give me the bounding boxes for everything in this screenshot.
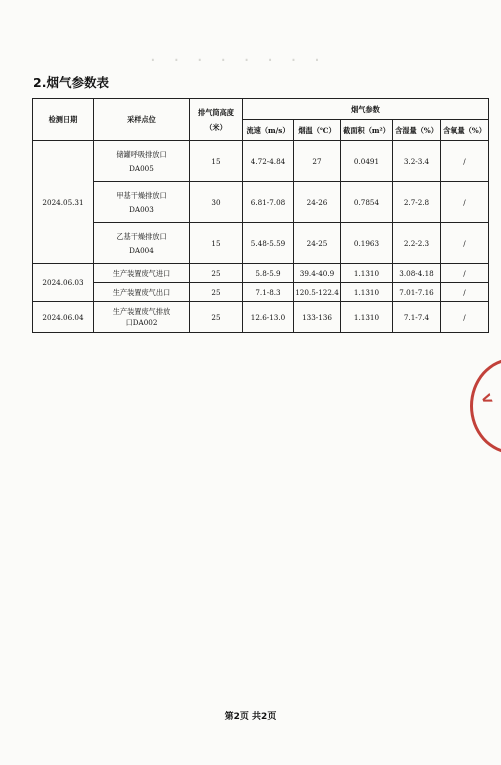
header-stack-height [190, 99, 243, 141]
height-cell: 25 [190, 302, 243, 333]
sampling-point-name: 储罐呼吸排放口 [116, 149, 167, 159]
sampling-point-name: 乙基干燥排放口 [116, 231, 167, 241]
temp-cell: 120.5-122.4 [294, 283, 341, 302]
header-temp: 烟温（℃） [294, 120, 341, 141]
oxygen-cell: / [441, 141, 489, 182]
header-stack-height-unit: （米） [205, 122, 227, 132]
moisture-cell: 7.1-7.4 [393, 302, 441, 333]
flow-cell: 12.6-13.0 [243, 302, 294, 333]
sampling-point-cell: 生产装置废气出口 [94, 283, 190, 302]
table-row [33, 223, 489, 264]
area-cell: 1.1310 [341, 302, 393, 333]
sampling-point-name: 生产装置废气排放 [112, 307, 171, 316]
sampling-point-code: DA004 [129, 245, 154, 255]
sampling-point-code: 口DA002 [125, 318, 158, 327]
table-row [33, 302, 489, 333]
flue-gas-parameters-table [32, 98, 489, 333]
area-cell: 1.1310 [341, 283, 393, 302]
area-cell: 0.1963 [341, 223, 393, 264]
moisture-cell: 3.2-3.4 [393, 141, 441, 182]
table-row [33, 283, 489, 302]
header-date: 检测日期 [33, 99, 94, 141]
oxygen-cell: / [441, 302, 489, 333]
height-cell: 30 [190, 182, 243, 223]
sampling-point-cell [94, 302, 190, 333]
height-cell: 15 [190, 223, 243, 264]
flow-cell: 7.1-8.3 [243, 283, 294, 302]
date-cell: 2024.06.04 [33, 302, 94, 333]
height-cell: 25 [190, 264, 243, 283]
table-row [33, 264, 489, 283]
moisture-cell: 2.2-2.3 [393, 223, 441, 264]
oxygen-cell: / [441, 264, 489, 283]
page-footer: 第2页 共2页 [224, 712, 277, 722]
sampling-point-cell [94, 141, 190, 182]
background-watermark: · · · · · · · · [150, 50, 326, 71]
temp-cell: 39.4-40.9 [294, 264, 341, 283]
area-cell: 0.0491 [341, 141, 393, 182]
oxygen-cell: / [441, 182, 489, 223]
header-flue-gas-params: 烟气参数 [243, 99, 489, 120]
moisture-cell: 7.01-7.16 [393, 283, 441, 302]
header-flow: 流速（m/s） [243, 120, 294, 141]
area-cell: 0.7854 [341, 182, 393, 223]
sampling-point-cell [94, 182, 190, 223]
height-cell: 25 [190, 283, 243, 302]
header-sampling-point: 采样点位 [94, 99, 190, 141]
moisture-cell: 3.08-4.18 [393, 264, 441, 283]
temp-cell: 133-136 [294, 302, 341, 333]
table-row [33, 141, 489, 182]
section-title: 2.烟气参数表 [33, 75, 109, 90]
area-cell: 1.1310 [341, 264, 393, 283]
table-row [33, 182, 489, 223]
oxygen-cell: / [441, 223, 489, 264]
sampling-point-cell [94, 223, 190, 264]
sampling-point-code: DA003 [129, 204, 154, 214]
temp-cell: 24-26 [294, 182, 341, 223]
flow-cell: 6.81-7.08 [243, 182, 294, 223]
moisture-cell: 2.7-2.8 [393, 182, 441, 223]
oxygen-cell: / [441, 283, 489, 302]
flow-cell: 5.8-5.9 [243, 264, 294, 283]
flow-cell: 4.72-4.84 [243, 141, 294, 182]
sampling-point-code: DA005 [129, 163, 154, 173]
header-moisture: 含湿量（%） [393, 120, 441, 141]
sampling-point-name: 甲基干燥排放口 [116, 190, 167, 200]
temp-cell: 24-25 [294, 223, 341, 264]
height-cell: 15 [190, 141, 243, 182]
date-cell: 2024.06.03 [33, 264, 94, 302]
red-seal-stamp [470, 358, 501, 454]
seal-stamp-text: V [478, 392, 495, 406]
header-area: 截面积（m²） [341, 120, 393, 141]
header-stack-height-label: 排气筒高度 [198, 107, 234, 117]
temp-cell: 27 [294, 141, 341, 182]
flow-cell: 5.48-5.59 [243, 223, 294, 264]
date-cell: 2024.05.31 [33, 141, 94, 264]
header-oxygen: 含氧量（%） [441, 120, 489, 141]
sampling-point-cell: 生产装置废气进口 [94, 264, 190, 283]
